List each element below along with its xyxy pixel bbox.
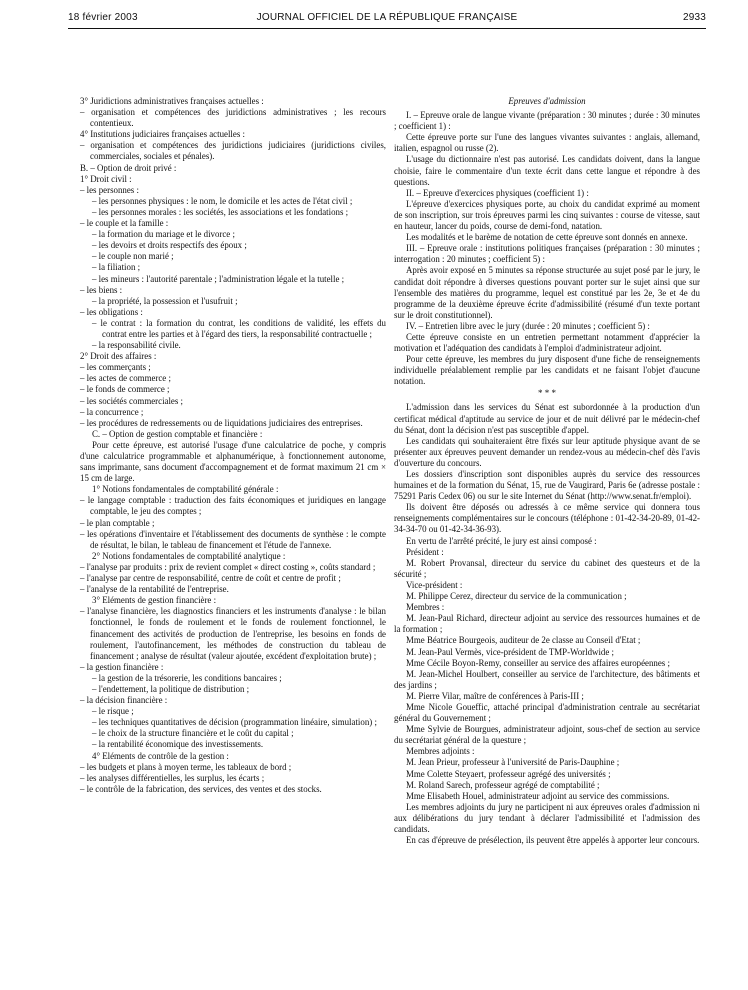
paragraph: – le plan comptable ; bbox=[80, 517, 155, 528]
paragraph: 2° Notions fondamentales de comptabilité analytique : bbox=[92, 550, 286, 561]
paragraph: Pour cette épreuve, les membres du jury disposent d'une fiche de renseignements individuelle préalablement remplie par les candidats et ne faisant l'objet d'aucune notation. bbox=[394, 354, 700, 387]
admission-heading: Epreuves d'admission bbox=[508, 96, 586, 106]
paragraph: – le choix de la structure financière et le coût du capital ; bbox=[92, 728, 294, 739]
paragraph: – l'analyse par produits : prix de revient complet « direct costing », coûts standard ; bbox=[80, 561, 376, 572]
paragraph: – l'analyse financière, les diagnostics financiers et les instruments d'analyse : le bilan fonctionnel, le fonds de roulement et le fonds de roulement fonctionnel, le financement des activités de production de l'entreprise, les besoins en fonds de roulement, l'autofinancement, les méthodes de construction du tableau de financement ; analyse de résultat (valeur ajoutée, excédent d'exploitation brute) ; bbox=[80, 606, 386, 661]
paragraph: Mme Béatrice Bourgeois, auditeur de 2e classe au Conseil d'Etat ; bbox=[406, 635, 641, 646]
paragraph: – les opérations d'inventaire et l'établissement des documents de synthèse : le compte de résultat, le bilan, le tableau de financement et l'étude de l'annexe. bbox=[80, 528, 386, 550]
paragraph: – la décision financière : bbox=[80, 695, 168, 706]
paragraph: – la rentabilité économique des investissements. bbox=[92, 739, 264, 750]
paragraph: – organisation et compétences des juridictions administratives ; les recours contentieux. bbox=[80, 107, 386, 129]
paragraph: M. Jean Prieur, professeur à l'université de Paris-Dauphine ; bbox=[406, 757, 620, 768]
paragraph: Mme Sylvie de Bourgues, administrateur adjoint, sous-chef de section au service du secrétariat général de la questure ; bbox=[394, 724, 700, 746]
paragraph: – les personnes physiques : le nom, le domicile et les actes de l'état civil ; bbox=[92, 195, 353, 206]
paragraph: – les biens : bbox=[80, 284, 123, 295]
paragraph: – la responsabilité civile. bbox=[92, 340, 181, 351]
paragraph: Mme Colette Steyaert, professeur agrégé des universités ; bbox=[406, 768, 611, 779]
paragraph: Les dossiers d'inscription sont disponibles auprès du service des ressources humaines et de la formation du Sénat, 15, rue de Vaugirard, Paris 6e (adresse postale : 75291 Paris Cedex 06) ou sur le site Internet du Sénat (http://www.senat.fr/emploi). bbox=[394, 469, 700, 502]
paragraph: – la concurrence ; bbox=[80, 406, 144, 417]
paragraph: – l'endettement, la politique de distribution ; bbox=[92, 683, 250, 694]
paragraph: – les obligations : bbox=[80, 306, 143, 317]
paragraph: Mme Elisabeth Houel, administrateur adjoint au service des commissions. bbox=[406, 790, 670, 801]
paragraph: 4° Eléments de contrôle de la gestion : bbox=[92, 750, 229, 761]
paragraph: M. Robert Provansal, directeur du service du cabinet des questeurs et de la sécurité ; bbox=[394, 557, 700, 579]
paragraph: – les personnes morales : les sociétés, les associations et les fondations ; bbox=[92, 206, 349, 217]
paragraph: Les modalités et le barème de notation de cette épreuve sont donnés en annexe. bbox=[406, 232, 688, 243]
paragraph: – les commerçants ; bbox=[80, 362, 151, 373]
right-column bbox=[394, 96, 700, 846]
paragraph: – l'analyse par centre de responsabilité, centre de coût et centre de profit ; bbox=[80, 573, 341, 584]
paragraph: M. Jean-Michel Houlbert, conseiller au service de l'architecture, des bâtiments et des jardins ; bbox=[394, 668, 700, 690]
paragraph: – le contrôle de la fabrication, des services, des ventes et des stocks. bbox=[80, 783, 322, 794]
paragraph: Président : bbox=[406, 546, 444, 557]
page-number: 2933 bbox=[682, 12, 706, 23]
paragraph: – les techniques quantitatives de décision (programmation linéaire, simulation) ; bbox=[92, 717, 377, 728]
paragraph: Mme Nicole Goueffic, attaché principal d'administration centrale au secrétariat général du Gouvernement ; bbox=[394, 701, 700, 724]
paragraph: – le contrat : la formation du contrat, les conditions de validité, les effets du contrat entre les parties et à l'égard des tiers, la responsabilité contractuelle ; bbox=[92, 317, 386, 339]
paragraph: 3° Juridictions administratives françaises actuelles : bbox=[80, 96, 264, 106]
paragraph: – les analyses différentielles, les surplus, les écarts ; bbox=[80, 772, 265, 783]
journal-title: JOURNAL OFFICIEL DE LA RÉPUBLIQUE FRANÇAISE bbox=[256, 12, 518, 23]
paragraph: 1° Notions fondamentales de comptabilité générale : bbox=[92, 484, 279, 495]
paragraph: Mme Cécile Boyon-Remy, conseiller au service des affaires européennes ; bbox=[406, 657, 670, 668]
header-date: 18 février 2003 bbox=[68, 12, 138, 23]
paragraph: M. Jean-Paul Vermès, vice-président de TMP-Worldwide ; bbox=[406, 646, 614, 657]
paragraph: Ils doivent être déposés ou adressés à ce même service qui donnera tous renseignements complémentaires sur le concours (téléphone : 01-42-34-20-89, 01-42-34-34-70 ou 01-42-34-36-93). bbox=[394, 502, 700, 535]
header-rule bbox=[68, 28, 706, 29]
paragraph: Membres adjoints : bbox=[406, 746, 475, 757]
paragraph: – la gestion financière : bbox=[80, 661, 164, 672]
paragraph: L'usage du dictionnaire n'est pas autorisé. Les candidats doivent, dans la langue choisie, faire le commentaire d'un texte écrit dans cette langue et répondre à des questions. bbox=[394, 154, 700, 187]
paragraph: En cas d'épreuve de présélection, ils peuvent être appelés à apporter leur concours. bbox=[406, 835, 700, 846]
paragraph: M. Philippe Cerez, directeur du service de la communication ; bbox=[406, 591, 627, 602]
paragraph: Cette épreuve porte sur l'une des langues vivantes suivantes : anglais, allemand, italien, espagnol ou russe (2). bbox=[394, 132, 700, 154]
paragraph: 3° Eléments de gestion financière : bbox=[92, 595, 217, 606]
paragraph: – la formation du mariage et le divorce ; bbox=[92, 229, 235, 240]
paragraph: 2° Droit des affaires : bbox=[80, 351, 157, 362]
paragraph: Les candidats qui souhaiteraient être fixés sur leur aptitude physique avant de se présenter aux épreuves peuvent demander un rendez-vous au médecin-chef dès l'avis d'ouverture du concours. bbox=[394, 435, 700, 468]
left-column bbox=[80, 96, 386, 795]
paragraph: 1° Droit civil : bbox=[80, 173, 132, 184]
paragraph: – la filiation ; bbox=[92, 262, 141, 273]
paragraph: 4° Institutions judiciaires françaises actuelles : bbox=[80, 129, 245, 140]
paragraph: L'admission dans les services du Sénat est subordonnée à la production d'un certificat médical d'aptitude au service de jour et de nuit délivré par le médecin-chef du Sénat, dont la décision n'est pas susceptible d'appel. bbox=[394, 402, 700, 435]
paragraph: C. – Option de gestion comptable et financière : bbox=[92, 428, 263, 439]
paragraph: – les mineurs : l'autorité parentale ; l'administration légale et la tutelle ; bbox=[92, 273, 345, 284]
paragraph: Après avoir exposé en 5 minutes sa réponse structurée au sujet posé par le jury, le candidat doit répondre à diverses questions pouvant porter sur le sujet ainsi que sur l'ensemble des matières du programme, lequel est constitué par les 2e, 3e et 4e du programme de la deuxième épreuve écrite d'admissibilité (résumé d'un texte portant sur le droit constitutionnel). bbox=[394, 265, 700, 320]
paragraph: L'épreuve d'exercices physiques porte, au choix du candidat exprimé au moment de son inscription, sur trois épreuves parmi les cinq suivantes : course de vitesse, saut en hauteur, lancer du poids, course de demi-fond, natation. bbox=[394, 198, 700, 232]
paragraph: – le risque ; bbox=[92, 706, 134, 717]
admission-exams-section bbox=[394, 110, 700, 387]
paragraph: M. Pierre Vilar, maître de conférences à Paris-III ; bbox=[406, 690, 584, 701]
section-separator: * * * bbox=[538, 388, 556, 399]
paragraph: – les budgets et plans à moyen terme, les tableaux de bord ; bbox=[80, 761, 292, 772]
paragraph: – les sociétés commerciales ; bbox=[80, 395, 184, 406]
paragraph: – le fonds de commerce ; bbox=[80, 384, 170, 395]
paragraph: I. – Epreuve orale de langue vivante (préparation : 30 minutes ; durée : 30 minutes ; coefficient 1) : bbox=[394, 110, 700, 132]
jury-section bbox=[394, 402, 700, 846]
paragraph: – les personnes : bbox=[80, 184, 139, 195]
paragraph: – les procédures de redressements ou de liquidations judiciaires des entreprises. bbox=[80, 417, 363, 428]
paragraph: En vertu de l'arrêté précité, le jury est ainsi composé : bbox=[406, 535, 597, 546]
paragraph: – le couple non marié ; bbox=[92, 251, 174, 262]
paragraph: – la propriété, la possession et l'usufruit ; bbox=[92, 295, 238, 306]
paragraph: – la gestion de la trésorerie, les conditions bancaires ; bbox=[92, 672, 282, 683]
paragraph: – organisation et compétences des juridictions judiciaires (juridictions civiles, commerciales, sociales et pénales). bbox=[80, 140, 386, 162]
paragraph: – le langage comptable : traduction des faits économiques et juridiques en langage comptable, le jeu des comptes ; bbox=[80, 495, 386, 517]
paragraph: – le couple et la famille : bbox=[80, 218, 169, 229]
paragraph: Vice-président : bbox=[406, 579, 463, 590]
paragraph: – l'analyse de la rentabilité de l'entreprise. bbox=[80, 584, 229, 595]
paragraph: II. – Epreuve d'exercices physiques (coefficient 1) : bbox=[406, 187, 589, 198]
paragraph: – les actes de commerce ; bbox=[80, 373, 171, 384]
paragraph: M. Jean-Paul Richard, directeur adjoint au service des ressources humaines et de la formation ; bbox=[394, 613, 700, 635]
paragraph: M. Roland Sarech, professeur agrégé de comptabilité ; bbox=[406, 779, 600, 790]
paragraph: IV. – Entretien libre avec le jury (durée : 20 minutes ; coefficient 5) : bbox=[406, 320, 650, 331]
page-header bbox=[68, 12, 706, 34]
paragraph: Les membres adjoints du jury ne participent ni aux épreuves orales d'admission ni aux délibérations du jury tendant à déclarer l'admissibilité et l'admission des candidats. bbox=[394, 801, 700, 834]
paragraph: – les devoirs et droits respectifs des époux ; bbox=[92, 240, 247, 251]
paragraph: Membres : bbox=[406, 602, 445, 613]
paragraph: Pour cette épreuve, est autorisé l'usage d'une calculatrice de poche, y compris d'une calculatrice programmable et alphanumérique, à fonctionnement autonome, sans imprimante, sans document d'accompagnement et de format maximum 21 cm × 15 cm de large. bbox=[80, 439, 386, 484]
paragraph: B. – Option de droit privé : bbox=[80, 162, 177, 173]
paragraph: Cette épreuve consiste en un entretien permettant notamment d'apprécier la motivation et l'adéquation des candidats à l'emploi d'administrateur adjoint. bbox=[394, 331, 700, 354]
paragraph: III. – Epreuve orale : institutions politiques françaises (préparation : 30 minutes ; interrogation : 20 minutes ; coefficient 5) : bbox=[394, 243, 700, 265]
